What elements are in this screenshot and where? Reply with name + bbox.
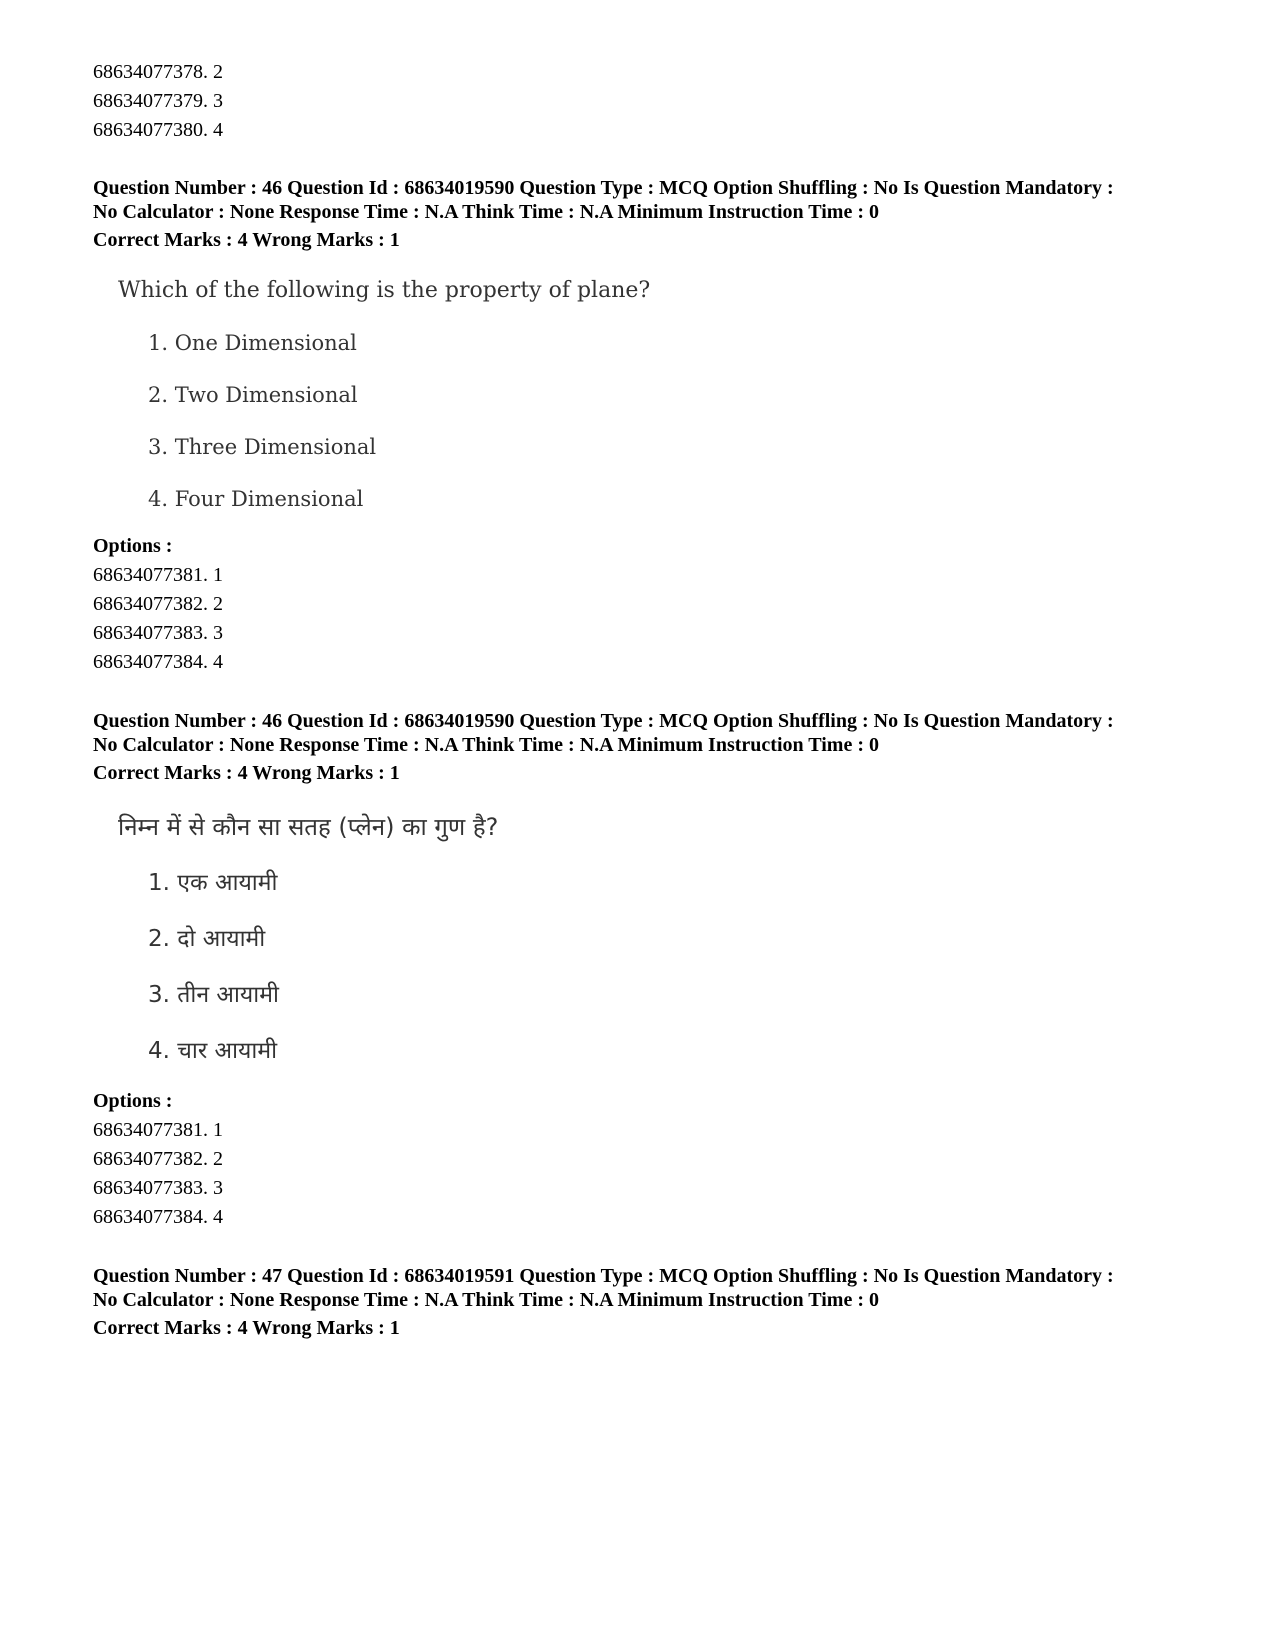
choice-item: 1. One Dimensional xyxy=(148,331,357,355)
option-line: 68634077383. 3 xyxy=(93,1177,223,1199)
question-header xyxy=(93,709,1235,785)
question-meta-line1: Question Number : 46 Question Id : 68634019590 Question Type : MCQ Option Shuffling : No Is Question Mandatory : xyxy=(93,177,1114,199)
choice-item: 4. चार आयामी xyxy=(148,1038,278,1064)
choice-item: 2. Two Dimensional xyxy=(148,383,358,407)
question-text: Which of the following is the property of plane? xyxy=(118,278,651,303)
option-line: 68634077378. 2 xyxy=(93,61,223,83)
option-line: 68634077381. 1 xyxy=(93,1119,223,1141)
question-body xyxy=(118,277,650,513)
choice-item: 1. एक आयामी xyxy=(148,870,278,896)
question-meta-line2: No Calculator : None Response Time : N.A Think Time : N.A Minimum Instruction Time : 0 xyxy=(93,1289,879,1311)
option-line: 68634077384. 4 xyxy=(93,651,223,673)
options-block xyxy=(93,532,1235,677)
question-text: निम्न में से कौन सा सतह (प्लेन) का गुण है? xyxy=(118,813,499,841)
option-line: 68634077379. 3 xyxy=(93,90,223,112)
choice-item: 4. Four Dimensional xyxy=(148,487,364,511)
question-header xyxy=(93,1264,1235,1340)
options-label: Options : xyxy=(93,1090,173,1112)
question-meta-line2: No Calculator : None Response Time : N.A Think Time : N.A Minimum Instruction Time : 0 xyxy=(93,201,879,223)
previous-options xyxy=(93,58,1235,145)
choice-item: 3. तीन आयामी xyxy=(148,982,279,1008)
option-line: 68634077384. 4 xyxy=(93,1206,223,1228)
choice-item: 3. Three Dimensional xyxy=(148,435,377,459)
marks-line: Correct Marks : 4 Wrong Marks : 1 xyxy=(93,1317,400,1339)
marks-line: Correct Marks : 4 Wrong Marks : 1 xyxy=(93,229,400,251)
question-header xyxy=(93,176,1235,252)
option-line: 68634077382. 2 xyxy=(93,593,223,615)
marks-line: Correct Marks : 4 Wrong Marks : 1 xyxy=(93,762,400,784)
option-line: 68634077383. 3 xyxy=(93,622,223,644)
question-meta-line1: Question Number : 47 Question Id : 68634019591 Question Type : MCQ Option Shuffling : No Is Question Mandatory : xyxy=(93,1265,1114,1287)
option-line: 68634077382. 2 xyxy=(93,1148,223,1170)
options-label: Options : xyxy=(93,535,173,557)
question-meta-line2: No Calculator : None Response Time : N.A Think Time : N.A Minimum Instruction Time : 0 xyxy=(93,734,879,756)
option-line: 68634077380. 4 xyxy=(93,119,223,141)
option-line: 68634077381. 1 xyxy=(93,564,223,586)
options-block xyxy=(93,1087,1235,1232)
question-body xyxy=(118,812,498,1066)
question-meta-line1: Question Number : 46 Question Id : 68634019590 Question Type : MCQ Option Shuffling : No Is Question Mandatory : xyxy=(93,710,1114,732)
choice-item: 2. दो आयामी xyxy=(148,926,266,952)
